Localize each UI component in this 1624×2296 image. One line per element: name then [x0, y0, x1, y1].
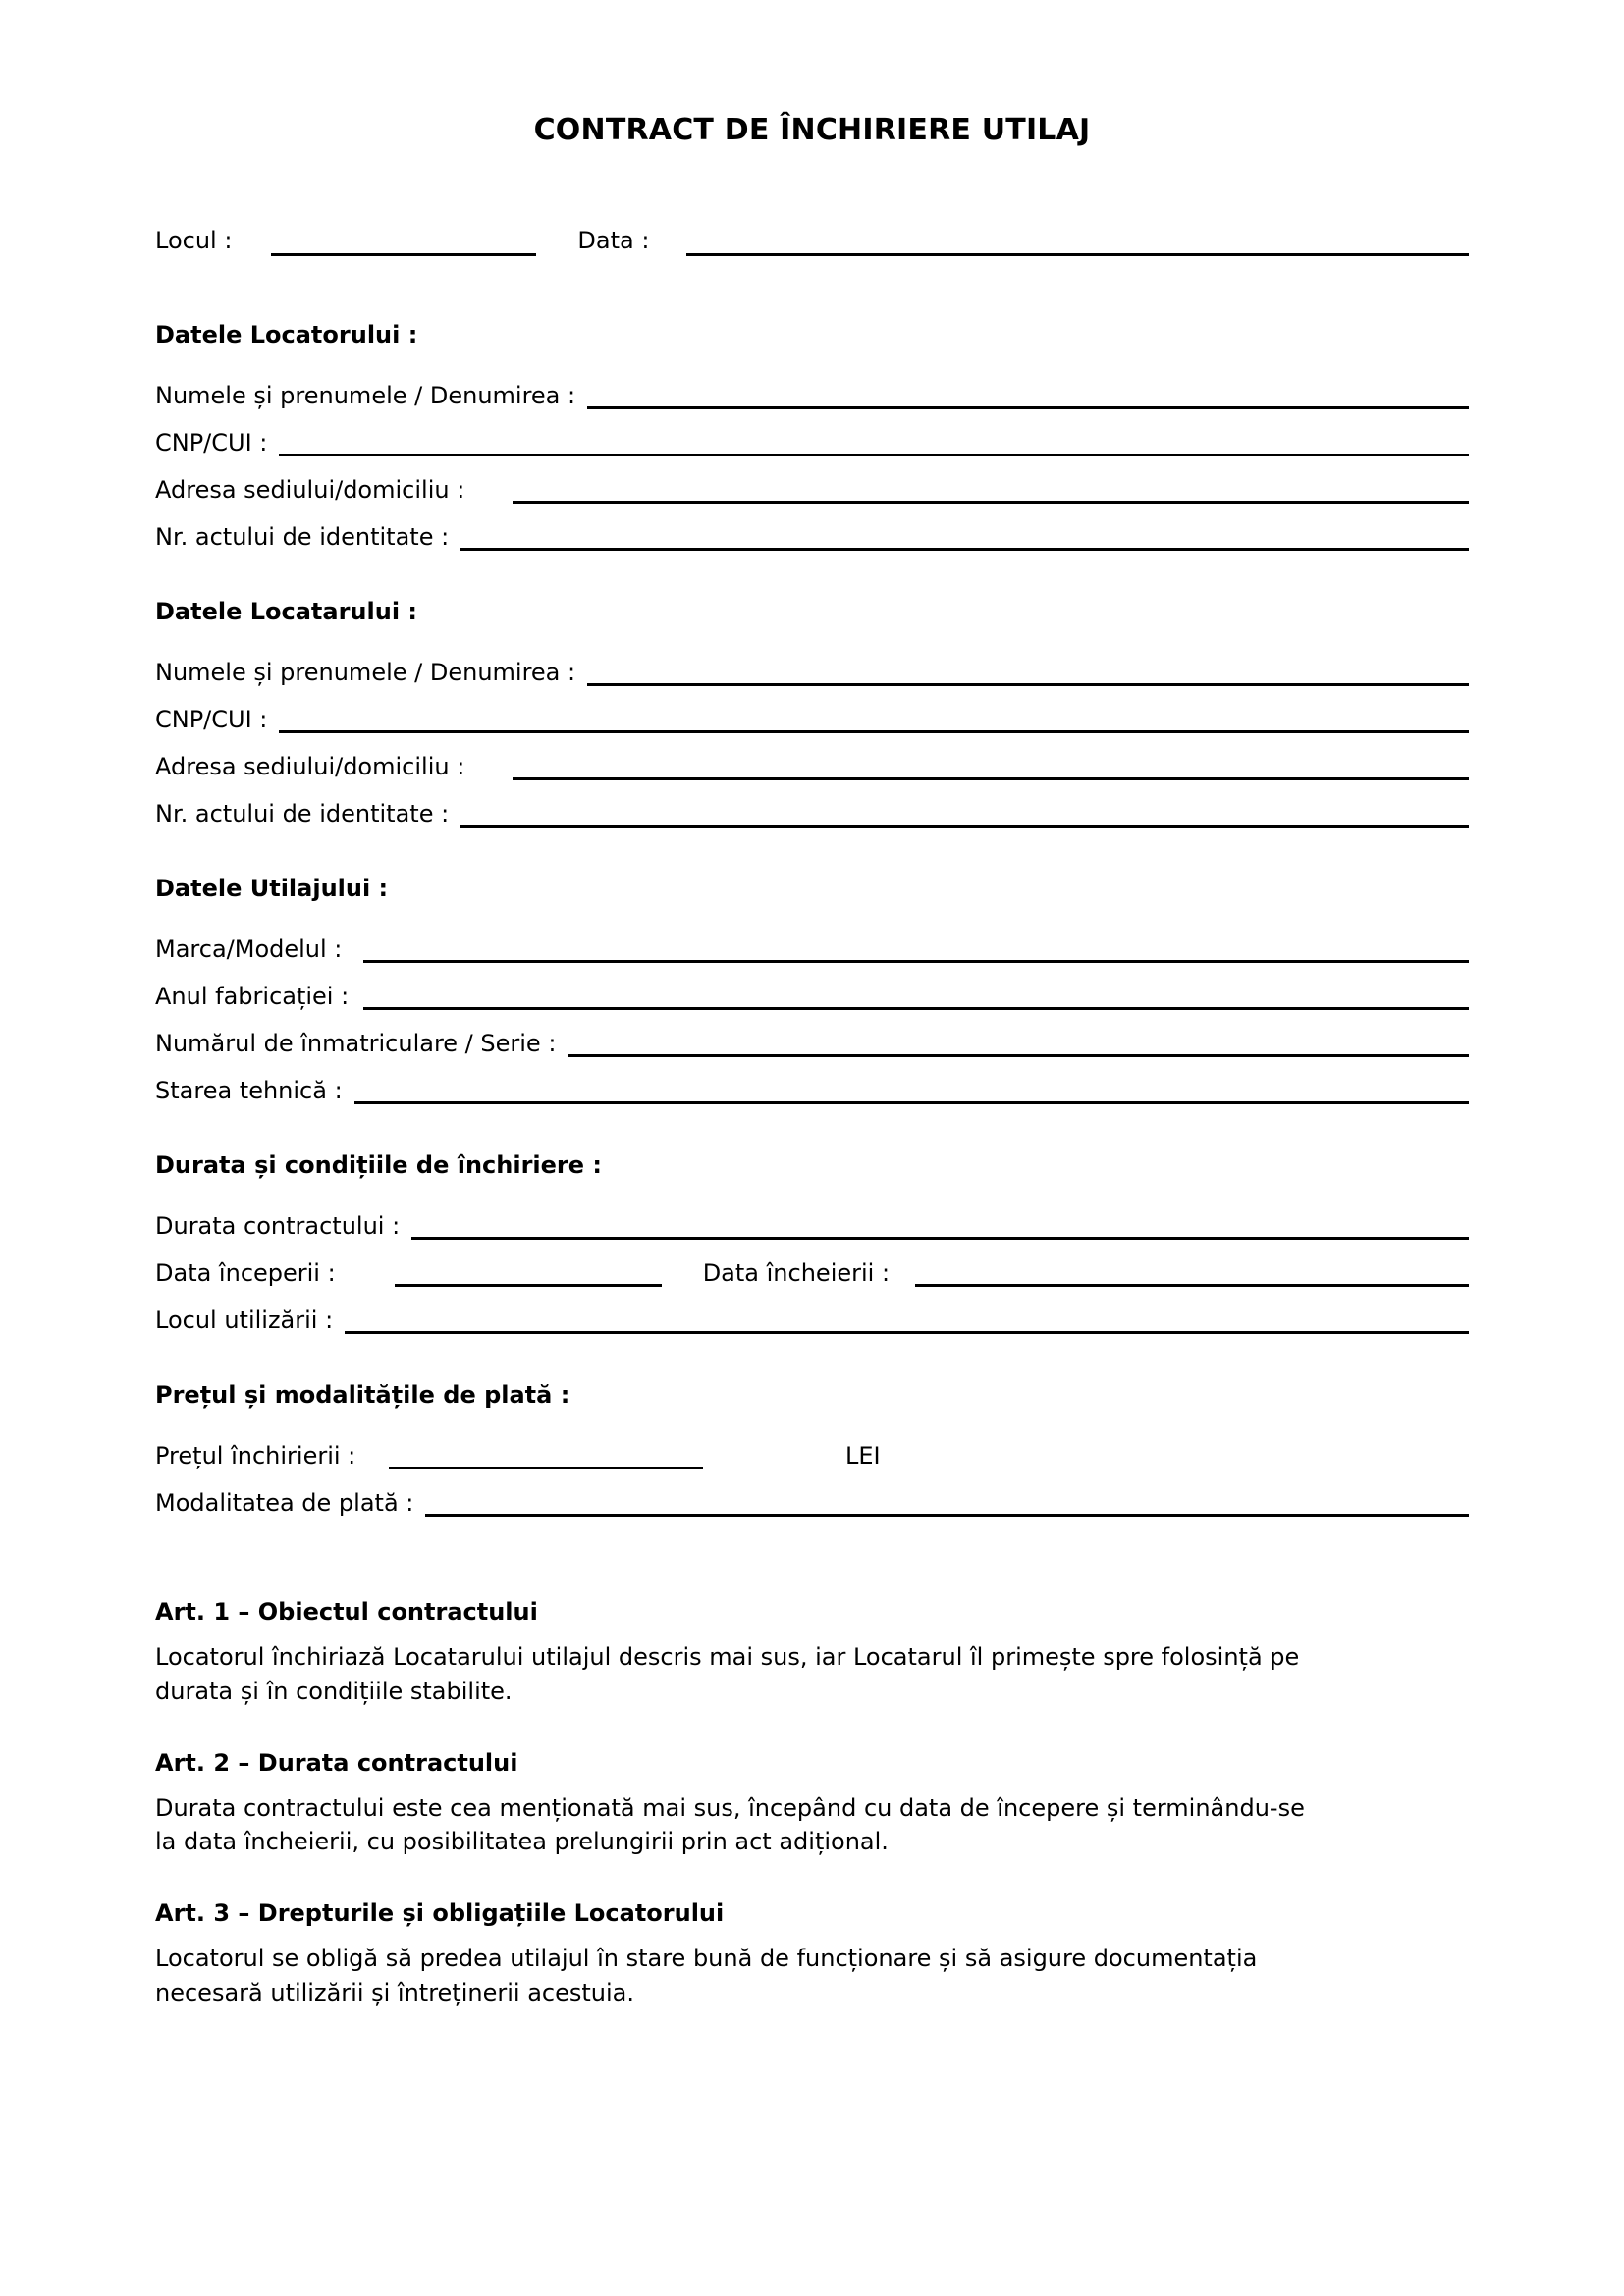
field-row-payment-method: [155, 1469, 1469, 1517]
field-row-usage-place: [155, 1287, 1469, 1334]
field-label: Numele și prenumele / Denumirea :: [155, 659, 576, 686]
field-label: Durata contractului :: [155, 1212, 401, 1240]
article-1: [155, 1597, 1469, 1709]
field-input-line[interactable]: [411, 1207, 1469, 1240]
field-input-line[interactable]: [587, 654, 1469, 686]
article-2: [155, 1748, 1469, 1860]
field-input-line[interactable]: [279, 424, 1469, 456]
spacer: [155, 551, 1469, 592]
section-heading-lessee: Datele Locatarului :: [155, 598, 418, 625]
currency-unit-label: LEI: [845, 1442, 881, 1469]
field-input-line[interactable]: [345, 1302, 1469, 1334]
field-label: Anul fabricației :: [155, 983, 350, 1010]
field-label: Marca/Modelul :: [155, 935, 343, 963]
article-body: Durata contractului este cea menționată mai sus, începând cu data de începere și terminându-se la data încheierii, cu posibilitatea prelungirii prin act adițional.: [155, 1793, 1305, 1856]
field-input-line[interactable]: [460, 518, 1469, 551]
field-row-equipment-brand: [155, 916, 1469, 963]
field-label: Nr. actului de identitate :: [155, 523, 450, 551]
spacer: [155, 828, 1469, 869]
field-row-equipment-condition: [155, 1057, 1469, 1104]
rental-price-input-line[interactable]: [389, 1437, 703, 1469]
spacer: [155, 280, 1469, 315]
field-input-line[interactable]: [513, 748, 1469, 780]
field-row-lessee-address: [155, 733, 1469, 780]
field-input-line[interactable]: [425, 1484, 1469, 1517]
field-label: Locul utilizării :: [155, 1307, 334, 1334]
place-input-line[interactable]: [271, 224, 536, 256]
end-date-label: Data încheierii :: [702, 1259, 891, 1287]
spacer: [155, 1104, 1469, 1146]
section-heading-equipment: Datele Utilajului :: [155, 875, 389, 902]
spacer: [155, 1334, 1469, 1375]
article-body: Locatorul se obligă să predea utilajul în stare bună de funcționare și să asigure documentația necesară utilizării și întreținerii acestuia.: [155, 1945, 1258, 2006]
field-input-line[interactable]: [587, 377, 1469, 409]
header-fields-row: [155, 209, 1469, 256]
field-label: CNP/CUI :: [155, 429, 268, 456]
field-row-lessee-cnp: [155, 686, 1469, 733]
field-label: Prețul închirierii :: [155, 1442, 356, 1469]
page-title: CONTRACT DE ÎNCHIRIERE UTILAJ: [533, 113, 1091, 147]
field-row-equipment-year: [155, 963, 1469, 1010]
field-input-line[interactable]: [363, 978, 1469, 1010]
field-row-locator-id: [155, 504, 1469, 551]
field-label: Starea tehnică :: [155, 1077, 343, 1104]
field-input-line[interactable]: [513, 471, 1469, 504]
field-input-line[interactable]: [354, 1072, 1469, 1104]
field-label: Adresa sediului/domiciliu :: [155, 753, 465, 780]
section-heading-locator: Datele Locatorului :: [155, 321, 418, 348]
field-row-equipment-serial: [155, 1010, 1469, 1057]
field-row-contract-duration: [155, 1193, 1469, 1240]
date-label: Data :: [577, 227, 650, 254]
article-heading: Art. 2 – Durata contractului: [155, 1748, 518, 1777]
start-date-label: Data începerii :: [155, 1259, 336, 1287]
article-heading: Art. 3 – Drepturile și obligațiile Locatorului: [155, 1899, 725, 1928]
field-input-line[interactable]: [460, 795, 1469, 828]
field-label: Numărul de înmatriculare / Serie :: [155, 1030, 557, 1057]
section-heading-duration: Durata și condițiile de închiriere :: [155, 1151, 602, 1179]
field-row-lessee-id: [155, 780, 1469, 828]
start-date-input-line[interactable]: [395, 1255, 662, 1287]
field-row-locator-name: [155, 362, 1469, 409]
place-label: Locul :: [155, 227, 233, 254]
field-label: Nr. actului de identitate :: [155, 800, 450, 828]
article-body: Locatorul închiriază Locatarului utilajul descris mai sus, iar Locatarul îl primește spre folosință pe durata și în condițiile stabilite.: [155, 1643, 1300, 1705]
field-row-locator-cnp: [155, 409, 1469, 456]
field-label: Modalitatea de plată :: [155, 1489, 414, 1517]
field-label: CNP/CUI :: [155, 706, 268, 733]
end-date-input-line[interactable]: [915, 1255, 1469, 1287]
field-label: Numele și prenumele / Denumirea :: [155, 382, 576, 409]
field-row-dates: [155, 1240, 1469, 1287]
spacer: [155, 1517, 1469, 1558]
field-input-line[interactable]: [363, 931, 1469, 963]
field-input-line[interactable]: [568, 1025, 1469, 1057]
field-row-rental-price: [155, 1422, 1469, 1469]
field-row-lessee-name: [155, 639, 1469, 686]
field-row-locator-address: [155, 456, 1469, 504]
date-input-line[interactable]: [686, 224, 1469, 256]
section-heading-price: Prețul și modalitățile de plată :: [155, 1381, 570, 1409]
field-input-line[interactable]: [279, 701, 1469, 733]
field-label: Adresa sediului/domiciliu :: [155, 476, 465, 504]
article-3: [155, 1898, 1469, 2010]
article-heading: Art. 1 – Obiectul contractului: [155, 1598, 538, 1626]
